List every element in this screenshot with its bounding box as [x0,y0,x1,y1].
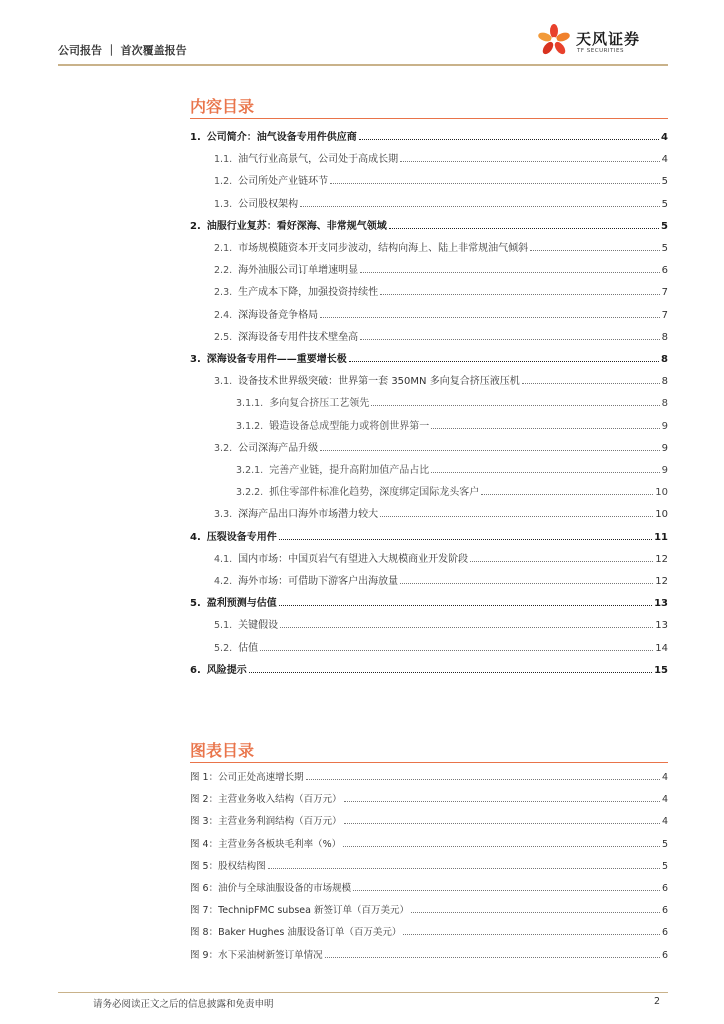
toc-entry[interactable] [236,387,668,409]
figure-entry[interactable] [190,916,668,938]
toc-entry-number: 5.2. [214,642,233,654]
figure-page-number: 6 [661,927,668,939]
figure-leader-dots [403,934,660,935]
toc-entry-title: 深海设备竞争格局 [238,309,319,321]
toc-entry[interactable] [214,276,668,298]
toc-entry-label [190,350,347,365]
toc-page-number: 14 [655,642,668,654]
toc-entry-label [214,239,528,254]
toc-entry-number: 2.1. [214,243,233,254]
toc-entry[interactable] [214,565,668,587]
toc-entry-number: 2.5. [214,331,233,343]
toc-entry-title: 锻造设备总成型能力或将创世界第一 [269,420,430,432]
toc-page-number: 9 [661,420,668,432]
toc-page-number: 8 [661,398,668,410]
toc-page-number: 5 [661,243,668,254]
toc-entry-label [214,328,358,343]
toc-entry-number: 1. [190,132,201,143]
toc-entry[interactable] [214,632,668,654]
toc-entry-title: 公司深海产品升级 [238,442,319,454]
toc-entry[interactable] [190,121,668,143]
figure-entry[interactable] [190,783,668,805]
toc-entry[interactable] [214,432,668,454]
toc-entry-label [236,461,429,476]
toc-entry[interactable] [190,654,668,676]
toc-leader-dots [260,650,653,651]
toc-entry-label [236,483,479,498]
toc-entry-label [236,417,429,432]
toc-title-underline [190,118,668,119]
toc-leader-dots [300,206,659,207]
toc-entry[interactable] [214,609,668,631]
toc-leader-dots [320,450,659,451]
toc-entry[interactable] [236,476,668,498]
figure-entry[interactable] [190,828,668,850]
toc-entry-number: 3.1.1. [236,398,264,410]
toc-entry-number: 1.1. [214,154,233,166]
toc-entry-title: 设备技术世界级突破：世界第一套 350MN 多向复合挤压液压机 [238,376,520,388]
toc-entry[interactable] [190,521,668,543]
toc-page-number: 8 [661,331,668,343]
figure-leader-dots [343,846,660,847]
toc-page-number: 7 [661,287,668,299]
toc-entry[interactable] [214,254,668,276]
flower-logo-icon [536,22,572,58]
toc-entry-title: 完善产业链，提升高附加值产品占比 [269,465,430,476]
toc-entry-title: 公司股权架构 [238,198,299,210]
toc-entry-number: 3.3. [214,509,233,521]
toc-entry[interactable] [214,232,668,254]
toc-entry-number: 4.2. [214,576,233,587]
toc-entry-title: 油气行业高景气，公司处于高成长期 [238,154,399,166]
figure-entry-label: 图 4：主营业务各板块毛利率（%） [190,838,342,850]
figure-entry[interactable] [190,805,668,827]
toc-entry-title: 公司简介：油气设备专用件供应商 [206,132,357,143]
toc-entry-label [190,217,387,232]
toc-leader-dots [380,294,659,295]
toc-entry-label [236,394,369,409]
toc-entry[interactable] [214,498,668,520]
toc-entry-number: 4. [190,531,201,543]
toc-entry-title: 油服行业复苏：看好深海、非常规气领域 [206,220,387,232]
figures-title: 图表目录 [190,741,255,760]
toc-page-number: 9 [661,442,668,454]
toc-entry-number: 2. [190,220,201,232]
toc-entry[interactable] [214,299,668,321]
toc-page-number: 12 [655,553,668,565]
figure-leader-dots [353,890,660,891]
toc-entry-title: 抓住零部件标准化趋势，深度绑定国际龙头客户 [269,487,480,499]
company-logo [536,20,666,60]
toc-page-number: 7 [661,309,668,321]
toc-entry-number: 3.1.2. [236,420,264,432]
toc-leader-dots [330,183,659,184]
toc-entry-title: 深海设备专用件技术壁垒高 [238,331,359,343]
toc-entry-label [190,528,277,543]
toc-entry-title: 海外市场：可借助下游客户出海放量 [238,576,399,587]
disclaimer-note: 请务必阅读正文之后的信息披露和免责申明 [93,999,274,1010]
toc-entry[interactable] [214,321,668,343]
figure-leader-dots [411,912,660,913]
toc-entry-number: 3.2.1. [236,465,264,476]
toc-leader-dots [360,339,659,340]
toc-entry-number: 2.3. [214,287,233,299]
toc-entry-title: 风险提示 [206,664,247,676]
figure-entry[interactable] [190,894,668,916]
toc-entry-number: 3.2.2. [236,487,264,499]
toc-leader-dots [470,561,653,562]
toc-page-number: 5 [661,198,668,210]
toc-entry-title: 市场规模随资本开支同步波动，结构向海上、陆上非常规油气倾斜 [238,243,529,254]
figure-entry-label: 图 1：公司正处高速增长期 [190,772,304,783]
toc-leader-dots [400,583,653,584]
toc-page-number: 12 [655,576,668,587]
toc-page-number: 15 [654,664,668,676]
toc-entry-label [190,128,357,143]
toc-entry-number: 2.2. [214,265,233,277]
header-divider [58,64,668,66]
toc-entry[interactable] [190,210,668,232]
report-type-label: 公司报告 ｜ 首次覆盖报告 [58,44,187,57]
toc-entry[interactable] [190,587,668,609]
toc-entry-label [214,505,378,520]
figure-leader-dots [344,801,660,802]
figure-entry-label: 图 9：水下采油树新签订单情况 [190,949,323,961]
figure-entry[interactable] [190,761,668,783]
toc-entry-label [214,283,378,298]
figure-entry-label: 图 2：主营业务收入结构（百万元） [190,794,342,806]
toc-entry-label [214,172,328,187]
toc-page-number: 8 [661,376,668,388]
toc-page-number: 8 [661,354,668,365]
toc-leader-dots [249,672,652,673]
toc-entry[interactable] [214,543,668,565]
figure-entry-label: 图 3：主营业务利润结构（百万元） [190,816,342,828]
toc-entry-number: 5. [190,598,201,610]
figure-entry[interactable] [190,872,668,894]
toc-entry-title: 关键假设 [238,620,279,632]
toc-page-number: 6 [661,265,668,277]
toc-entry-label [214,372,520,387]
toc-entry-number: 2.4. [214,309,233,321]
figure-entry-label: 图 8：Baker Hughes 油服设备订单（百万美元） [190,927,402,939]
toc-entry-label [214,550,468,565]
toc-leader-dots [349,361,659,362]
toc-leader-dots [389,228,659,229]
toc-leader-dots [279,539,652,540]
figure-page-number: 4 [661,794,668,806]
toc-page-number: 5 [661,220,668,232]
figure-page-number: 4 [661,816,668,828]
footer-divider [58,992,668,993]
toc-page-number: 13 [654,598,668,610]
toc-leader-dots [280,627,653,628]
toc-page-number: 5 [661,176,668,188]
toc-entry-label [214,639,258,654]
toc-leader-dots [360,272,659,273]
toc-entry-title: 压裂设备专用件 [206,531,277,543]
figure-leader-dots [306,779,660,780]
figure-page-number: 6 [661,883,668,894]
toc-leader-dots [359,139,659,140]
toc-entry-title: 海外油服公司订单增速明显 [238,265,359,277]
toc-page-number: 11 [654,531,668,543]
toc-entry-number: 4.1. [214,553,233,565]
figure-entry-label: 图 6：油价与全球油服设备的市场规模 [190,883,352,894]
toc-leader-dots [380,516,653,517]
figure-entry[interactable] [190,850,668,872]
toc-entry-title: 深海设备专用件——重要增长极 [206,354,347,365]
toc-entry-title: 深海产品出口海外市场潜力较大 [238,509,379,521]
figure-page-number: 6 [661,949,668,961]
toc-entry-label [214,572,398,587]
toc-entry[interactable] [190,343,668,365]
toc-entry-title: 估值 [238,642,259,654]
toc-leader-dots [522,383,660,384]
toc-entry-title: 国内市场：中国页岩气有望进入大规模商业开发阶段 [238,553,469,565]
figure-page-number: 4 [661,772,668,783]
figure-page-number: 5 [661,838,668,850]
toc-entry-label [214,261,358,276]
toc-entry-title: 多向复合挤压工艺领先 [269,398,370,410]
toc-page-number: 4 [661,154,668,166]
toc-page-number: 10 [655,509,668,521]
figure-entry-label: 图 7：TechnipFMC subsea 新签订单（百万美元） [190,905,409,917]
toc-entry-number: 3. [190,354,201,365]
toc-entry-label [214,306,318,321]
toc-title: 内容目录 [190,97,255,116]
toc-leader-dots [481,494,653,495]
toc-leader-dots [530,250,659,251]
toc-leader-dots [371,405,659,406]
toc-page-number: 10 [655,487,668,499]
toc-entry[interactable] [214,143,668,165]
toc-entry[interactable] [214,165,668,187]
toc-entry-title: 生产成本下降，加强投资持续性 [238,287,379,299]
toc-entry-number: 3.1. [214,376,233,388]
toc-leader-dots [279,605,652,606]
toc-entry-number: 1.3. [214,198,233,210]
toc-entry-label [190,661,247,676]
toc-entry[interactable] [236,454,668,476]
toc-entry-label [214,195,298,210]
logo-english-name: TF SECURITIES [577,48,624,54]
figure-leader-dots [268,868,660,869]
toc-entry-number: 6. [190,664,201,676]
toc-entry-label [190,594,277,609]
toc-leader-dots [320,317,659,318]
figure-leader-dots [344,823,660,824]
page-number: 2 [654,996,661,1007]
toc-leader-dots [400,161,659,162]
toc-entry[interactable] [214,188,668,210]
figure-page-number: 5 [661,860,668,872]
logo-chinese-name: 天风证券 [576,30,641,48]
toc-entry-title: 公司所处产业链环节 [238,176,329,188]
toc-page-number: 4 [661,132,668,143]
toc-entry[interactable] [214,365,668,387]
toc-leader-dots [431,472,659,473]
toc-entry-label [214,439,318,454]
figure-page-number: 6 [661,905,668,917]
toc-entry-title: 盈利预测与估值 [206,598,277,610]
toc-entry[interactable] [236,410,668,432]
toc-entry-number: 1.2. [214,176,233,188]
figure-entry[interactable] [190,939,668,961]
toc-leader-dots [431,428,659,429]
toc-entry-label [214,150,398,165]
toc-page-number: 13 [655,620,668,632]
figure-entry-label: 图 5：股权结构图 [190,860,266,872]
figure-leader-dots [325,957,660,958]
toc-entry-label [214,616,278,631]
toc-entry-number: 3.2. [214,442,233,454]
toc-page-number: 9 [661,465,668,476]
toc-entry-number: 5.1. [214,620,233,632]
